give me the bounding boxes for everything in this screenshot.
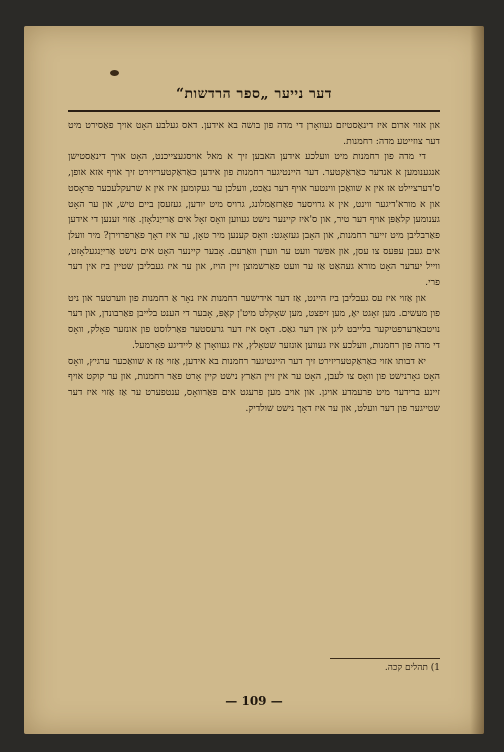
footnote-rule — [330, 658, 440, 659]
footnote: 1) תהלים קכה. — [384, 663, 440, 673]
page-number: — 109 — — [225, 694, 283, 708]
paragraph-2: די מדה פון רחמנות מיט וועלכע אידען האבען זיך א מאל אויסגעצייכנט, האָט אויך דינאַסטישן אנגענומען א אנדער כאַראַקטער. דער היינטיגער רחמנות פון אידען כאַראַקטעריזירט זיך אויף אזא אופן, ס'דערציילט אז אין א שוואַכן ווינטער אויף דער נאַכט, וועלכן ער געקומען איז אין א שרעקלעכער פראָסט און א מורא'דיגער ווינט, אין א גרויסער פאַרזאַמלונג, גרויס מיט יודען, געזעסן ביים טיש, און ער האָט גענומען קלאַפּן אויף דער טיר, און ס'איז קיינער נישט געווען וואָס זאָל אים אַרייַנלאָזן. אַזוי זענען די אידען פאַרבליבן מיט זייער רחמנות, און האָבן געזאָגט: וואָס קענען מיר טאָן, ער איז דאָך פאַרפרוירן? מיר וועלן אים געבן עפּעס צו עסן, און אפשר וועט ער ווערן וואַרעם. אָבער קיינער האָט אים נישט אַרייַנגעלאָזט, ווייל יעדער האָט מורא געהאַט אַז ער וועט פאַרשמוצן זיין הויז, און ער איז געבליבן שטיין ביז אין דער פרי. — [68, 151, 440, 289]
book-page — [24, 26, 484, 734]
page-edge-shadow — [470, 26, 484, 734]
page-body — [68, 118, 440, 642]
paragraph-4: יא דבותו אזוי כאַראַקטעריזירט זיך דער היינטיגער רחמנות בא אידען, אַזוי אַז א שוואַכער ערגיץ, וואָס האָט גאָרנישט פון וואָס צו לעבן, האָט ער אין זיין האַרץ נישט קיין אָרט פאַר רחמנות, און ער קוקט אויף זיינע ברידער מיט פרעמדע אויגן. און אויב מען פרעגט אים פאַרוואָס, ענטפערט ער אַז אַזוי איז דער שטייגער פון דער וועלט, און ער איז דאָך נישט שולדיק. — [68, 355, 440, 414]
ink-stain — [110, 70, 119, 76]
header-rule — [68, 110, 440, 112]
paragraph-3: און אַזוי איז עס געבליבן ביז היינט, אַז דער אידישער רחמנות איז נאָר אַ רחמנות פון ווערטער און ניט פון מעשים. מען זאָגט יאָ, מען זיפצט, מען שאָקלט מיט'ן קאָפּ, אָבער די הענט בלייבן פאַרבונדן, און דער נויטבאַדערפטיקער בלייבט ליגן אין דער גאַס. דאָס איז דער גרעסטער פאַרלוסט פון אונזער פאָלק, וואָס די מדה פון רחמנות, וועלכע איז געווען אונזער שטאָלץ, איז געוואָרן אַ ליידיגע פאָרמעל. — [68, 292, 440, 351]
running-head: דער נייער „ספר הרדשות“ — [175, 86, 333, 102]
paragraph-1: און אזוי ארום איז דינאַסטיזם געוואָרן די מדה פון בושה בא אידען. דאס געלבע האָט אויך פאַסירט מיט דער צוזייטע מדה: רחמנות. — [68, 120, 440, 147]
